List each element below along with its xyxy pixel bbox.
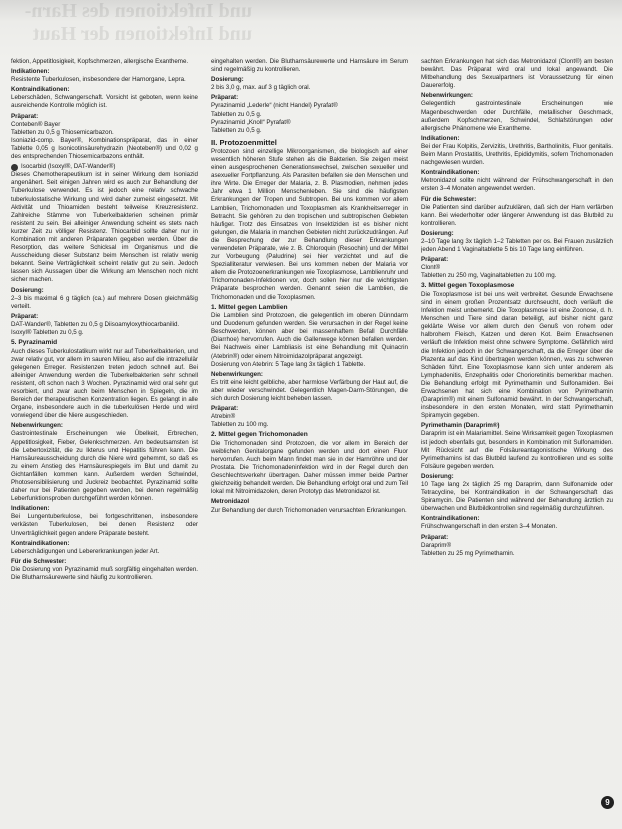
subheading: Kontraindikationen: xyxy=(421,515,480,523)
subheading: Dosierung: xyxy=(421,472,454,480)
subheading: Indikationen: xyxy=(421,134,460,142)
show-through-line: und Infektionen des Harn- xyxy=(24,0,252,22)
paragraph: Dieses Chemotherapeutikum ist in seiner Wirkung dem Isoniazid angenähert. Seit einigen Jahren wird es auch zur Behandlung der Tuberkulose verwendet. Es ist jedoch eine relativ schwache tuberkulostatische Wirkung und wird daher zumeist eingesetzt. Mit Aktivität und Thioamiden besteht teilweise Kreuzresistenz. Zahlreiche Stämme von Tuberkelbakterien scheinen primär resistent zu sein. Bei alleiniger Anwendung scheint es stets nach kurzer Zeit zu völliger Resistenz. Thiocarbid sollte daher nur in Kombination mit anderen Präparaten gegeben werden. Über die Resorption, das weitere Schicksal im Organismus und die Ausscheidung dieser Substanz beim Menschen ist relativ wenig bekannt. Seine Verträglichkeit scheint relativ gut zu sein. Jedoch lassen sich Aussagen über die Wirkung am Menschen noch nicht sicher machen. xyxy=(11,171,198,284)
paragraph: DAT-Wander®, Tabletten zu 0,5 g Diisoamyloxythiocarbanilid. xyxy=(11,320,180,328)
paragraph: Bei Lungentuberkulose, bei fortgeschrittenen, insbesondere verkästen Tuberkulosen, bei denen Resistenz oder Unverträglichkeit gegen andere Präparate besteht. xyxy=(11,513,198,537)
paragraph: fektion, Appetitlosigkeit, Kopfschmerzen, allergische Exantheme. xyxy=(11,58,189,65)
paragraph: Protozoen sind einzellige Mikroorganismen, die biologisch auf einer wesentlich höheren Stufe stehen als die Bakterien. Sie zeigen meist einen ausgesprochenen Generationswechsel, zwischen sexueller und asexueller Fortpflanzung. Als Parasiten befallen sie den Menschen und ihre Wirte. Die Erreger der Malaria, z. B. Plasmodien, nehmen jedes Jahr etwa 1 Million Menschenleben. Sie sind die häufigsten Erkrankungen der Tropen und Subtropen. Bei uns kommen vor allem Lamblien, Trichomonaden und Toxoplasmen als Krankheitserreger in Betracht. Sie gehören zu den tropischen und subtropischen Gebieten häufiger. Trotz des Einsatzes von Insektiziden ist es bisher nicht gelungen, die Malaria in manchen Gebieten nicht zurückzudrängen. Auf die Besprechung der zur Behandlung dieser Erkrankungen verwendeten Präparate, wie z. B. Chloroquin (Resochin) und der Mittel zur Vorbeugung (Paludrine) sei hier verzichtet und auf die Spezialliteratur verwiesen. Bei uns kommen neben der Malaria vor allem die Protozoenerkrankungen wie Toxoplasmose, Lamblienruhr und Trichomonaden-Infektionen vor, doch sollen hier nur die wichtigsten Präparate besprochen werden. Genannt seien die Lamblien, die Trichomonaden und die Toxoplasmen. xyxy=(211,147,408,301)
paragraph: Isoxyl® Tabletten zu 0,5 g. xyxy=(11,329,84,336)
subheading: Präparat: xyxy=(211,94,239,102)
numbered-heading: 5. Pyrazinamid xyxy=(11,339,58,347)
show-through-line: und Infektionen der Haut xyxy=(32,23,252,45)
subheading: Dosierung: xyxy=(11,286,44,294)
paragraph: 2–3 bis maximal 6 g täglich (ca.) auf mehrere Dosen gleichmäßig verteilt. xyxy=(11,294,198,310)
paragraph: Frühschwangerschaft in den ersten 3–4 Monaten. xyxy=(421,523,558,531)
text-column-left xyxy=(11,58,198,824)
paragraph: Isoniazid-comp. Bayer®, Kombinationspräparat, das in einer Tablette 0,05 g Isonicotinsäurehydrazin (Neoteben®) und 0,02 g des entsprechenden Thiosemicarbazons enthält. xyxy=(11,136,198,161)
paragraph: 2 bis 3,0 g, max. auf 3 g täglich oral. xyxy=(211,84,311,92)
subheading: Kontraindikationen: xyxy=(421,169,480,177)
subheading: Nebenwirkungen: xyxy=(211,370,263,378)
paragraph: Tabletten zu 0,5 g. xyxy=(211,126,262,134)
paragraph: Tabletten zu 250 mg, Vaginaltabletten zu 100 mg. xyxy=(421,272,557,280)
subheading: Präparat: xyxy=(211,405,239,413)
subheading: Kontraindikationen: xyxy=(11,86,70,94)
paragraph: Die Toxoplasmose ist bei uns weit verbreitet. Gesunde Erwachsene sind in einem großen Prozentsatz durchseucht, doch verläuft die Infektion meist unbemerkt. Die Toxoplasmose ist eine Zoonose, d. h. Menschen und Tiere sind daran beteiligt, auf bisher nicht ganz geklärte Weise vor allem durch den Genuß von rohem oder halbrohem Fleisch, Katzen und deren Kot. Beim Erwachsenen verläuft die Infektion meist ohne schwere Symptome. Gefährlich wird die Infektion jedoch in der Schwangerschaft, da die Erreger über die Plazenta auf das Kind übertragen werden können, was zu schweren Schäden führt. Eine Toxoplasmose kann sich unter anderem als Lymphadenitis, Enzephalitis oder Chorioretinitis bemerkbar machen. Die Behandlung erfolgt mit Pyrimethamin und Sulfonamiden. Bei Erwachsenen hat sich eine Kombination von Pyrimethamin (Daraprim®) mit einem Sulfonamid bewährt. In der Schwangerschaft, insbesondere in den ersten Monaten, wird statt Pyrimethamin Spiramycin gegeben. xyxy=(421,290,613,420)
paragraph: Resistente Tuberkulosen, insbesondere der Harnorgane, Lepra. xyxy=(11,76,186,84)
paragraph: Auch dieses Tuberkulostatikum wirkt nur auf Tuberkelbakterien, und zwar relativ gut, vor allem im sauren Milieu, also auf die intrazellulär gelegenen Erreger. Resistenzen treten jedoch schnell auf. Bei alleiniger Anwendung werden die Tuberkelbakterien sehr schnell resistent, oft schon nach 3 Wochen. Pyrazinamid wird oral sehr gut resorbiert, und zwar auch beim Menschen in Spiegeln, die im Bereich der therapeutischen Konzentration liegen. Es gelangt in alle Organe, insbesondere auch in die tuberkulösen Herde und wird vorwiegend über die Niere ausgeschieden. xyxy=(11,347,198,420)
paragraph: 10 Tage lang 2x täglich 25 mg Daraprim, dann Sulfonamide oder Tetracycline, bei Kontraindikation in der Schwangerschaft das Spiramycin. Die Patienten sind während der Behandlung ärztlich zu überwachen und Blutbildkontrollen sind regelmäßig durchzuführen. xyxy=(421,481,613,513)
numbered-heading: 1. Mittel gegen Lamblien xyxy=(211,303,288,311)
paragraph: Pyrazinamid „Knoll“ Pyrafat® xyxy=(211,118,291,126)
paragraph: Metronidazol sollte nicht während der Frühschwangerschaft in den ersten 3–4 Monaten angewendet werden. xyxy=(421,177,613,193)
paragraph: eingehalten werden. Die Blutharnsäurewerte und Harnsäure im Serum sind regelmäßig zu kontrollieren. xyxy=(211,58,408,74)
subheading: Dosierung: xyxy=(211,76,244,84)
paragraph: Dosierung von Atebrin: 5 Tage lang 3x täglich 1 Tablette. xyxy=(211,360,366,368)
subheading: Präparat: xyxy=(421,256,449,264)
paragraph: Es tritt eine leicht gelbliche, aber harmlose Verfärbung der Haut auf, die aber wieder verschwindet. Gelegentlich Magen-Darm-Störungen, die sich durch Dosierung leicht beheben lassen. xyxy=(211,378,408,402)
paragraph: Die Lamblien sind Protozoen, die gelegentlich im oberen Dünndarm und Duodenum gefunden werden. Sie verursachen in der Regel keine Beschwerden, können aber bei massenhaftem Befall Durchfälle (Diarrhoe) hervorrufen. Auch die Gallenwege können befallen werden. Bei Nachweis einer Lambliasis ist eine Behandlung mit Quinacrin (Atebrin®) oder einem Nitroimidazolpräparat angezeigt. xyxy=(211,312,408,360)
numbered-heading: 3. Mittel gegen Toxoplasmose xyxy=(421,282,515,290)
subheading: Pyrimethamin (Daraprim®) xyxy=(421,422,500,430)
section-heading: II. Protozoenmittel xyxy=(211,137,277,147)
subheading: Metronidazol xyxy=(211,498,250,506)
subheading: Indikationen: xyxy=(11,505,50,513)
paragraph: Tabletten zu 100 mg. xyxy=(211,421,269,429)
paragraph: Die Patienten sind darüber aufzuklären, daß sich der Harn verfärben kann. Bei wiederholter oder längerer Anwendung ist das Blutbild zu kontrollieren. xyxy=(421,203,613,227)
subheading: Präparat: xyxy=(11,112,39,120)
subheading: Für die Schwester: xyxy=(11,557,67,565)
numbered-heading: 2. Mittel gegen Trichomonaden xyxy=(211,431,308,439)
paragraph: Leberschäden, Schwangerschaft. Vorsicht ist geboten, wenn keine ausreichende Kontrolle möglich ist. xyxy=(11,94,198,110)
subheading: Nebenwirkungen: xyxy=(421,92,473,100)
paragraph: Conteben® Bayer xyxy=(11,120,61,128)
paragraph: Tabletten zu 0,5 g Thiosemicarbazon. xyxy=(11,128,114,136)
subheading: Nebenwirkungen: xyxy=(11,422,63,430)
paragraph: Daraprim ist ein Malariamittel. Seine Wirksamkeit gegen Toxoplasmen ist jedoch ebenfalls gut, besonders in Kombination mit Sulfonamiden. Mit Rücksicht auf die Folsäureantagonistische Wirkung des Pyrimethamins ist das Blutbild laufend zu kontrollieren und es sollte Folsäure gegeben werden. xyxy=(421,430,613,470)
text-column-right xyxy=(421,58,613,824)
paragraph: Tabletten zu 0,5 g. xyxy=(211,110,262,118)
paragraph: Daraprim® xyxy=(421,541,452,549)
paragraph: Bei der Frau Kolpitis, Zervizitis, Urethritis, Bartholinitis, Fluor genitalis. Beim Mann Prostatitis, Urethritis, Epididymitis, sofern Trichomonaden nachgewiesen wurden. xyxy=(421,142,613,167)
page-number-badge: 9 xyxy=(601,796,614,809)
paragraph: Zur Behandlung der durch Trichomonaden verursachten Erkrankungen. xyxy=(211,506,407,514)
paragraph: sachten Erkrankungen hat sich das Metronidazol (Clont®) am besten bewährt. Das Präparat wird oral und lokal angewandt. Die Mitbehandlung des Sexualpartners ist Voraussetzung für einen Dauererfolg. xyxy=(421,58,613,90)
show-through-text xyxy=(0,0,622,58)
paragraph: Die Trichomonaden sind Protozoen, die vor allem im Bereich der weiblichen Genitalorgane gefunden werden und dort einen Fluor hervorrufen. Auch beim Mann findet man sie in der Harnröhre und der Prostata. Die Trichomonadeninfektion wird in der Regel durch den Geschlechtsverkehr übertragen. Daher müssen immer beide Partner gleichzeitig behandelt werden. Die Behandlung erfolgt oral und zum Teil lokal mit Nitroimidazolen, deren Prototyp das Metronidazol ist. xyxy=(211,439,408,496)
subheading: Kontraindikationen: xyxy=(11,539,70,547)
subheading: Präparat: xyxy=(421,533,449,541)
text-column-middle xyxy=(211,58,408,824)
bulleted-heading: Isocarbid (Isoxyl®, DAT-Wander®) xyxy=(11,163,198,171)
paragraph: 2–10 Tage lang 3x täglich 1–2 Tabletten per os. Bei Frauen zusätzlich jeden Abend 1 Vaginaltablette 5 bis 10 Tage lang einführen. xyxy=(421,237,613,254)
subheading: Präparat: xyxy=(11,312,39,320)
subheading: Für die Schwester: xyxy=(421,195,477,203)
subheading: Indikationen: xyxy=(11,68,50,76)
paragraph: Tabletten zu 25 mg Pyrimethamin. xyxy=(421,549,515,557)
paragraph: Clont® xyxy=(421,264,441,272)
paragraph: Die Dosierung von Pyrazinamid muß sorgfältig eingehalten werden. Die Blutharnsäurewerte sind häufig zu kontrollieren. xyxy=(11,565,198,582)
paragraph: Gastrointestinale Erscheinungen wie Übelkeit, Erbrechen, Appetitlosigkeit, Fieber, Gelenkschmerzen. Am bedeutsamsten ist die Lebertoxizität, die zu Ikterus und Hepatitis führen kann. Die Harnsäureausscheidung durch die Niere wird gehemmt, so daß es zu einem Anstieg des Harnsäurespiegels im Blut und damit zu Gichtanfällen kommen kann. Außerdem werden Schwindel, Photosensibilisierung und Juckreiz beobachtet. Pyrazinamid sollte daher nur bei Patienten gegeben werden, bei denen regelmäßig Leberfunktionsproben durchgeführt werden können. xyxy=(11,430,198,503)
paragraph: Gelegentlich gastrointestinale Erscheinungen wie Magenbeschwerden oder Durchfälle, metallischer Geschmack, außerdem Kopfschmerzen, Schwindel, Schlafstörungen oder allergische Phänomene wie Exantheme. xyxy=(421,100,613,132)
paragraph: Atrebin® xyxy=(211,413,236,421)
subheading: Dosierung: xyxy=(421,229,454,237)
paragraph: Leberschädigungen und Lebererkrankungen jeder Art. xyxy=(11,547,160,555)
paragraph: Pyrazinamid „Lederle“ (nicht Handel) Pyrafat® xyxy=(211,102,338,110)
